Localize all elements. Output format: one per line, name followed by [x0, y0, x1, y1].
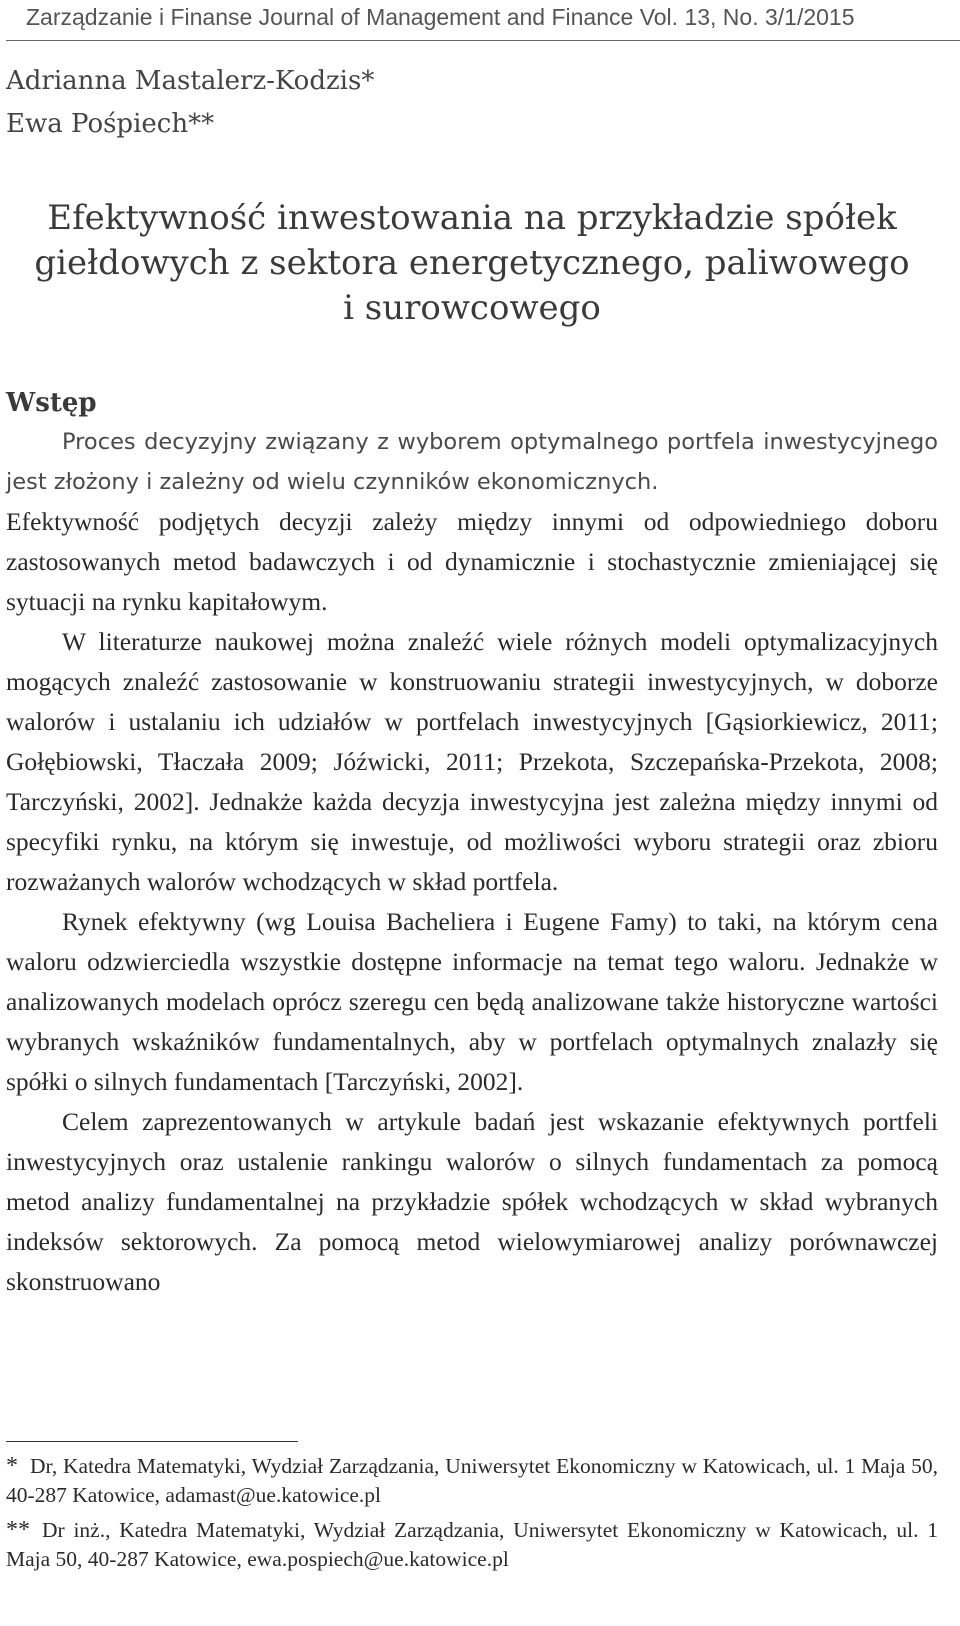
- author-name: Adrianna Mastalerz-Kodzis*: [6, 66, 375, 96]
- body-paragraph: Proces decyzyjny związany z wyborem optymalnego portfela inwestycyjnego jest złożony i zależny od wielu czynników ekonomicznych.: [6, 429, 938, 495]
- title-line: giełdowych z sektora energetycznego, paliwowego: [34, 243, 910, 283]
- footnote-divider: [6, 1441, 298, 1442]
- article-title: [6, 196, 938, 331]
- header-divider: [6, 40, 960, 41]
- section-heading: Wstęp: [6, 388, 97, 418]
- footnote: [6, 1516, 938, 1574]
- footnote-text: Dr, Katedra Matematyki, Wydział Zarządzania, Uniwersytet Ekonomiczny w Katowicach, ul. 1 Maja 50, 40-287 Katowice, adamast@ue.katowice.pl: [6, 1454, 938, 1507]
- footnote-mark: *: [6, 1453, 18, 1479]
- body-paragraph: Celem zaprezentowanych w artykule badań jest wskazanie efektywnych portfeli inwestycyjnych oraz ustalenie rankingu walorów o silnych fundamentach za pomocą metod analizy fundamentalnej na przykładzie spółek wchodzących w skład wybranych indeksów sektorowych. Za pomocą metod wielowymiarowej analizy porównawczej skonstruowano: [6, 1107, 938, 1296]
- body-paragraph: W literaturze naukowej można znaleźć wiele różnych modeli optymalizacyjnych mogących znaleźć zastosowanie w konstruowaniu strategii inwestycyjnych, w doborze walorów i ustalaniu ich udziałów w portfelach inwestycyjnych [Gąsiorkiewicz, 2011; Gołębiowski, Tłaczała 2009; Jóźwicki, 2011; Przekota, Szczepańska-Przekota, 2008; Tarczyński, 2002]. Jednakże każda decyzja inwestycyjna jest zależna między innymi od specyfiki rynku, na którym się inwestuje, od możliwości wyboru strategii oraz zbioru rozważanych walorów wchodzących w skład portfela.: [6, 627, 938, 896]
- author-name: Ewa Pośpiech**: [6, 109, 215, 139]
- body-paragraph: Efektywność podjętych decyzji zależy między innymi od odpowiedniego doboru zastosowanych metod badawczych i od dynamicznie i stochastycznie zmieniającej się sytuacji na rynku kapitałowym.: [6, 507, 938, 616]
- running-header: Zarządzanie i Finanse Journal of Management and Finance Vol. 13, No. 3/1/2015: [26, 4, 855, 30]
- article-body: [6, 422, 938, 1302]
- title-line: Efektywność inwestowania na przykładzie spółek: [47, 198, 897, 238]
- footnote-text: Dr inż., Katedra Matematyki, Wydział Zarządzania, Uniwersytet Ekonomiczny w Katowicach, ul. 1 Maja 50, 40-287 Katowice, ewa.pospiech@ue.katowice.pl: [6, 1518, 938, 1571]
- footnote-mark: **: [6, 1517, 30, 1543]
- author-list: [6, 60, 374, 146]
- title-line: i surowcowego: [343, 288, 601, 328]
- body-paragraph: Rynek efektywny (wg Louisa Bacheliera i Eugene Famy) to taki, na którym cena waloru odzwierciedla wszystkie dostępne informacje na temat tego waloru. Jednakże w analizowanych modelach oprócz szeregu cen będą analizowane także historyczne wartości wybranych wskaźników fundamentalnych, aby w portfelach optymalnych znalazły się spółki o silnych fundamentach [Tarczyński, 2002].: [6, 907, 938, 1096]
- footnote: [6, 1452, 938, 1510]
- footnotes: [6, 1452, 938, 1580]
